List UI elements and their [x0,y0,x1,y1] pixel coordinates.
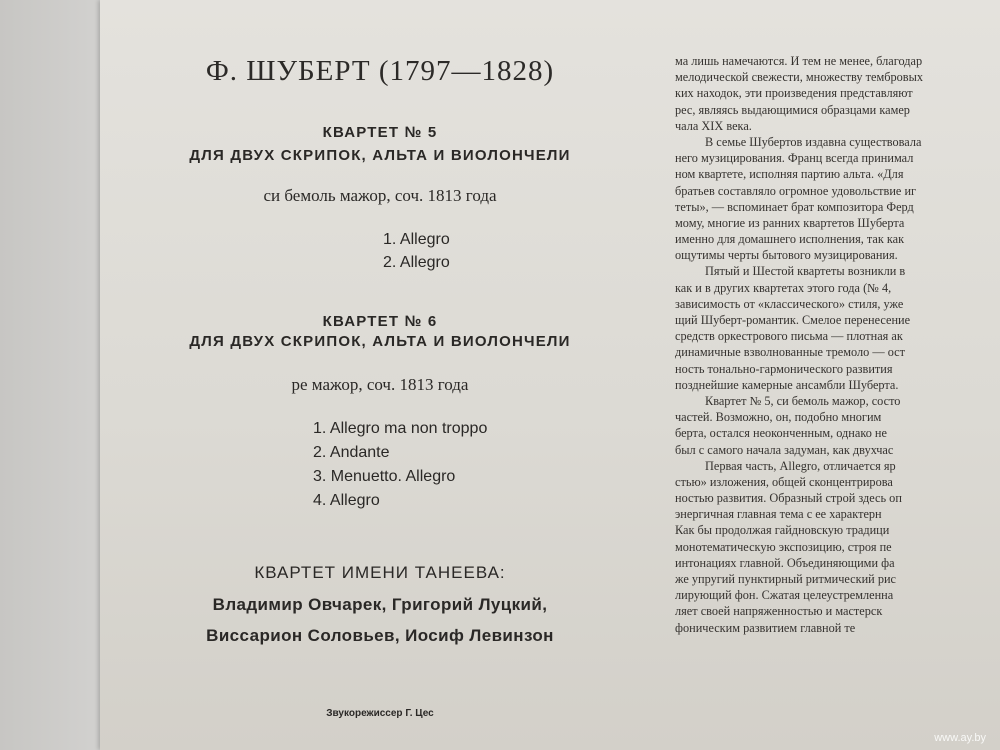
text-line: ких находок, эти произведения представляют [675,86,913,101]
quartet6-movement: 4. Allegro [313,492,380,509]
text-line: ляет своей напряженностью и мастерск [675,604,883,619]
text-line: В семье Шубертов издавна существовала [705,134,922,149]
quartet6-movement: 1. Allegro ma non troppo [313,420,488,437]
text-line: ма лишь намечаются. И тем не менее, благодар [675,54,923,68]
composer-title: Ф. ШУБЕРТ (1797—1828) [205,55,555,87]
text-line: как и в других квартетах этого года (№ 4, [675,280,892,295]
text-line: динамичные взволнованные тремоло — ост [675,345,906,360]
sound-engineer-credit: Звукорежиссер Г. Цес [326,708,434,719]
text-line: чала XIX века. [675,118,752,133]
text-line: стью» изложения, общей сконцентрирова [675,474,893,489]
watermark: www.ay.by [934,732,986,744]
quartet5-heading: КВАРТЕТ № 5 [322,124,438,141]
text-line: Квартет № 5, си бемоль мажор, состо [705,393,901,408]
text-line: теты», — вспоминает брат композитора Ферд [675,199,914,214]
quartet6-instrumentation: ДЛЯ ДВУХ СКРИПОК, АЛЬТА И ВИОЛОНЧЕЛИ [189,333,571,350]
quartet6-movement: 2. Andante [313,444,390,461]
text-line: позднейшие камерные ансамбли Шуберта. [675,377,899,392]
quartet5-instrumentation: ДЛЯ ДВУХ СКРИПОК, АЛЬТА И ВИОЛОНЧЕЛИ [189,147,571,164]
text-line: мому, многие из ранних квартетов Шуберта [675,215,905,230]
performers-heading: КВАРТЕТ ИМЕНИ ТАНЕЕВА: [254,563,506,582]
text-line: ощутимы черты бытового музицирования. [675,248,898,263]
text-line: был с самого начала задуман, как двухчас [675,442,894,457]
text-line: Пятый и Шестой квартеты возникли в [705,264,906,279]
performers-line: Виссарион Соловьев, Иосиф Левинзон [206,626,554,645]
text-line: энергичная главная тема с ее характерн [675,507,882,522]
text-line: братьев составляло огромное удовольствие иг [675,183,917,198]
text-line: монотематическую экспозицию, строя пе [675,539,892,554]
text-line: него музицирования. Франц всегда принимал [675,151,914,166]
text-line: мелодической свежести, множеству тембровых [675,70,924,85]
quartet5-movement: 1. Allegro [383,231,450,248]
text-line: рес, являясь выдающимися образцами камер [675,102,910,117]
record-sleeve-page [100,0,1000,750]
text-line: ном квартете, исполняя партию альта. «Для [675,167,904,182]
performers-line: Владимир Овчарек, Григорий Луцкий, [212,595,548,614]
text-line: Как бы продолжая гайдновскую традици [675,523,890,538]
text-line: щий Шуберт-романтик. Смелое перенесение [675,313,911,327]
quartet6-movement: 3. Menuetto. Allegro [313,468,456,485]
text-line: ность тонально-гармонического развития [675,361,893,376]
text-line: средств оркестрового письма — плотная ак [675,329,903,344]
quartet5-key: си бемоль мажор, соч. 1813 года [263,186,497,205]
liner-notes-column [675,53,1000,636]
text-line: Первая часть, Allegro, отличается яр [705,458,896,473]
text-line: лирующий фон. Сжатая целеустремленна [675,588,894,603]
quartet5-movement: 2. Allegro [383,254,450,271]
text-line: фоническим развитием главной те [675,620,856,635]
text-line: интонациях главной. Объединяющими фа [675,555,895,570]
text-line: ностью развития. Образный строй здесь оп [675,491,902,506]
text-line: же упругий пунктирный ритмический рис [675,572,897,586]
text-line: именно для домашнего исполнения, так как [675,232,905,247]
quartet6-heading: КВАРТЕТ № 6 [322,313,438,330]
background-surface [0,0,100,750]
quartet6-key: ре мажор, соч. 1813 года [291,375,469,394]
text-line: берта, остался неоконченным, однако не [675,426,887,441]
text-line: зависимость от «классического» стиля, уже [675,296,904,311]
text-line: частей. Возможно, он, подобно многим [675,410,882,425]
